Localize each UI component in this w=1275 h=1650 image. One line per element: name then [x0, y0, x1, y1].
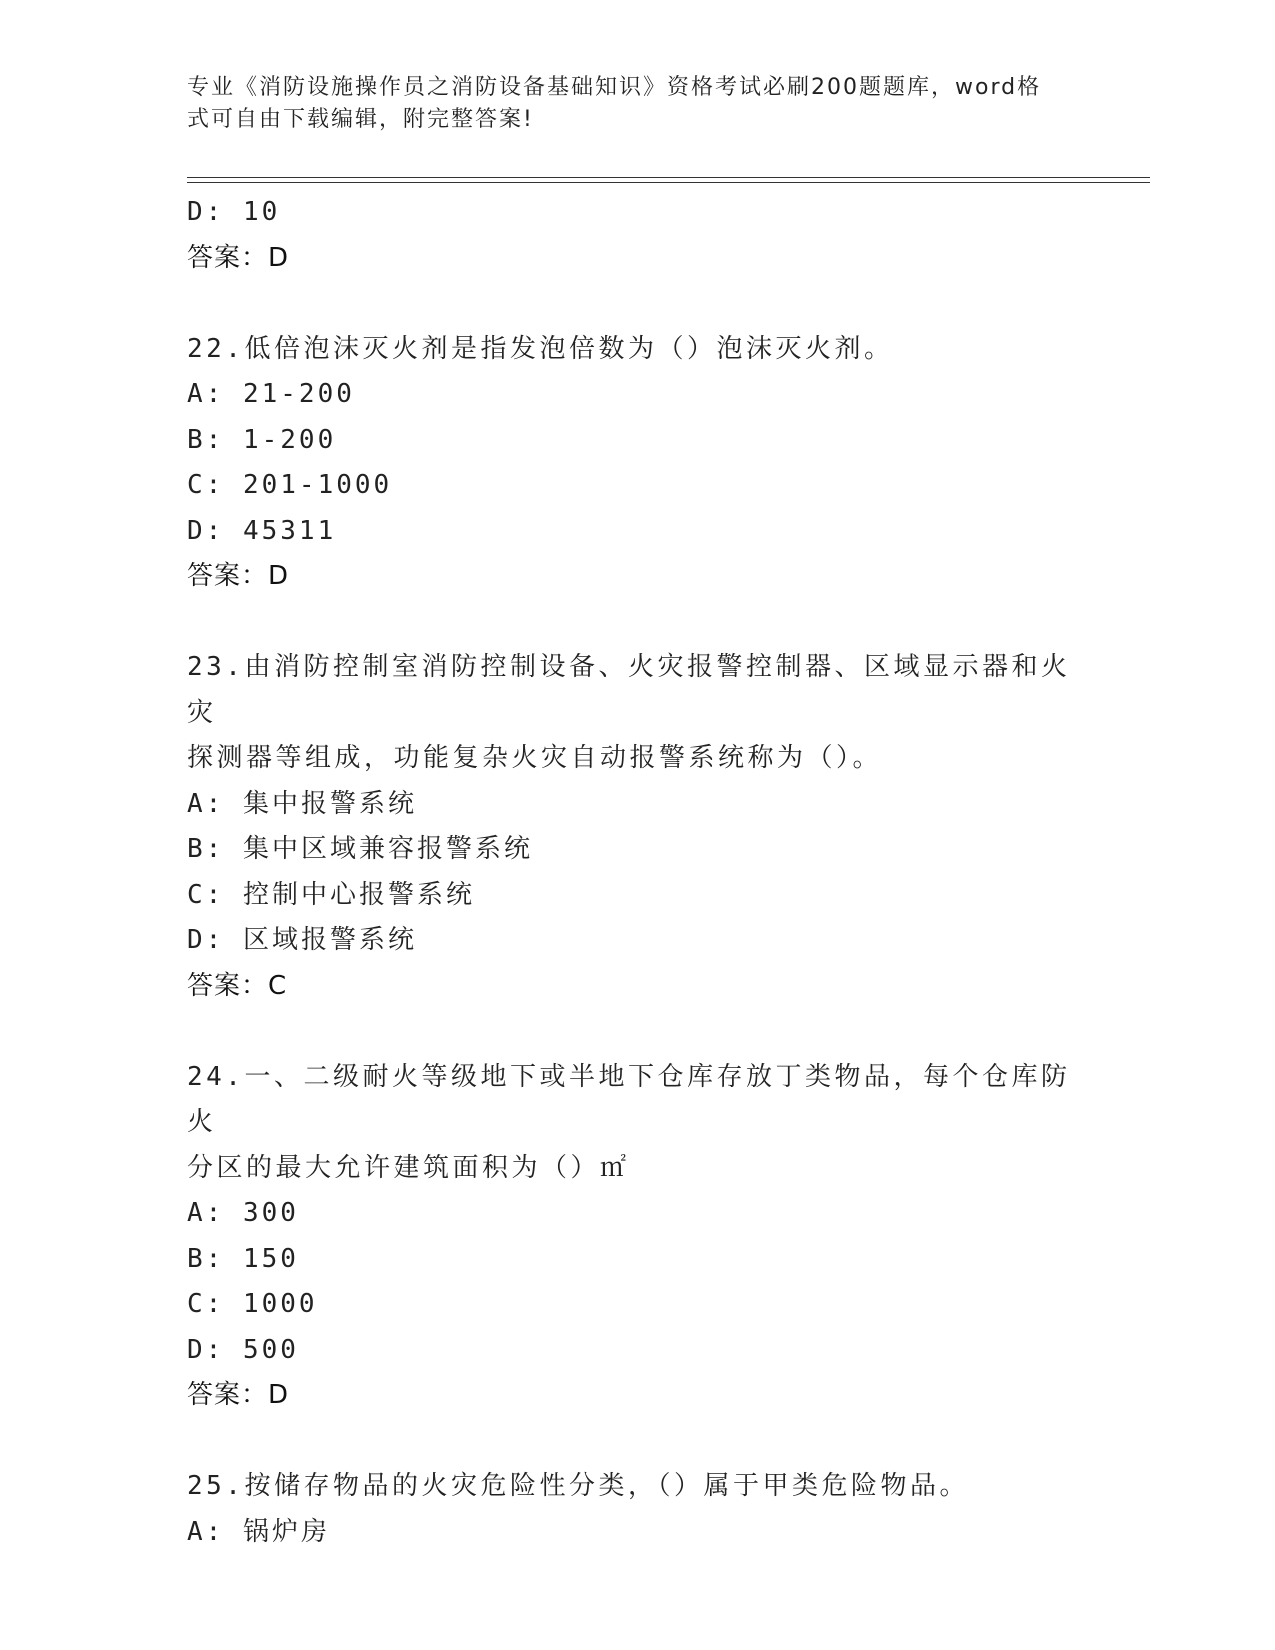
document-header	[187, 72, 1087, 136]
question-list	[187, 190, 1087, 1555]
question-text: 25.按储存物品的火灾危险性分类，（）属于甲类危险物品。	[187, 1471, 969, 1501]
spacer	[187, 1419, 1087, 1465]
option-a: A: 集中报警系统	[187, 788, 417, 819]
spacer	[187, 600, 1087, 646]
option-a: A: 300	[187, 1198, 299, 1228]
option-b: B: 1-200	[187, 424, 337, 455]
question-text: 22.低倍泡沫灭火剂是指发泡倍数为（）泡沫灭火剂。	[187, 333, 894, 364]
answer: 答案：D	[187, 1380, 290, 1410]
spacer	[187, 281, 1087, 327]
question-23	[187, 645, 1087, 1009]
option-d: D: 10	[187, 197, 281, 227]
header-divider-top	[187, 177, 1150, 178]
question-text-line-2: 分区的最大允许建筑面积为（）㎡	[187, 1152, 630, 1183]
option-c: C: 控制中心报警系统	[187, 879, 475, 910]
question-text-line-1: 24.一、二级耐火等级地下或半地下仓库存放丁类物品，每个仓库防火	[187, 1061, 1071, 1137]
question-21-tail	[187, 190, 1087, 281]
question-25	[187, 1464, 1087, 1555]
option-d: D: 45311	[187, 515, 337, 546]
option-b: B: 150	[187, 1243, 299, 1274]
question-22	[187, 327, 1087, 600]
question-text-line-1: 23.由消防控制室消防控制设备、火灾报警控制器、区域显示器和火灾	[187, 652, 1071, 728]
spacer	[187, 1009, 1087, 1055]
header-line-2: 式可自由下载编辑，附完整答案!	[187, 107, 534, 132]
answer: 答案：D	[187, 242, 290, 273]
answer: 答案：C	[187, 970, 288, 1001]
option-c: C: 201-1000	[187, 470, 393, 500]
option-c: C: 1000	[187, 1289, 318, 1319]
answer: 答案：D	[187, 561, 290, 591]
option-d: D: 500	[187, 1334, 299, 1365]
header-divider-bottom	[187, 182, 1150, 183]
option-a: A: 锅炉房	[187, 1516, 330, 1547]
header-line-1: 专业《消防设施操作员之消防设备基础知识》资格考试必刷200题题库，word格	[187, 75, 1042, 100]
option-d: D: 区域报警系统	[187, 925, 417, 955]
option-b: B: 集中区域兼容报警系统	[187, 834, 533, 864]
question-text-line-2: 探测器等组成，功能复杂火灾自动报警系统称为（）。	[187, 743, 883, 773]
option-a: A: 21-200	[187, 379, 355, 409]
question-24	[187, 1055, 1087, 1419]
